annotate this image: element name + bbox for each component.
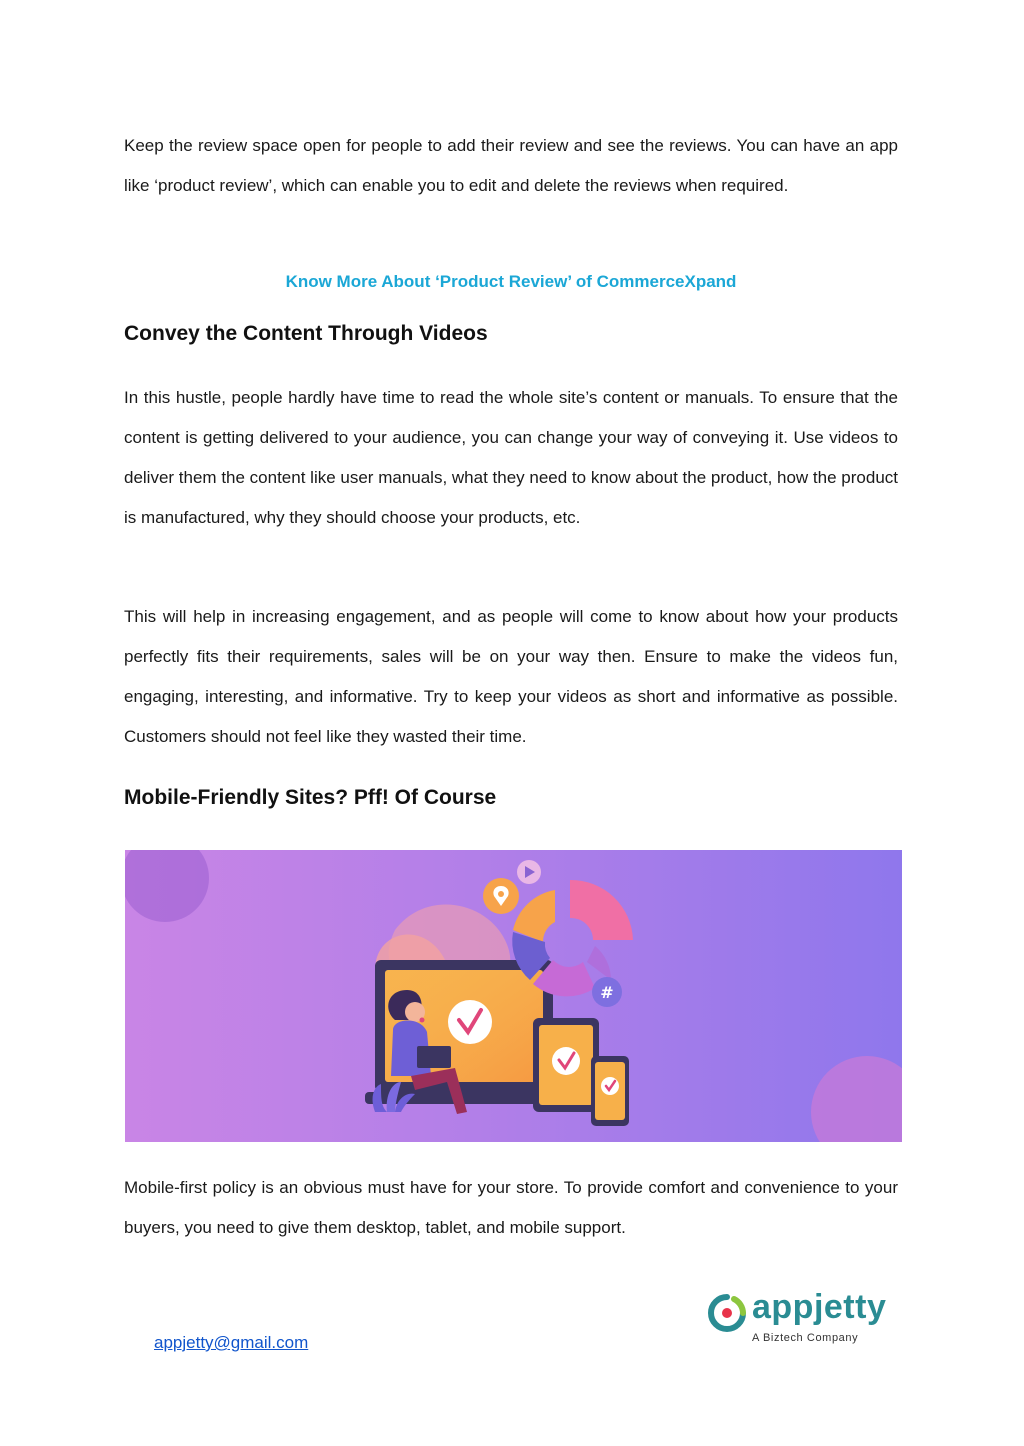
appjetty-logo [708, 1288, 898, 1348]
heading-mobile: Mobile-Friendly Sites? Pff! Of Course [124, 786, 497, 809]
svg-text:#: # [600, 983, 614, 1002]
paragraph-hustle: In this hustle, people hardly have time to read the whole site’s content or manuals. To ensure that the content is getting delivered to your audience, you can change your way of conveying it. Use videos to deliver them the content like user manuals, what they need to know about the product, how the product is manufactured, why they should choose your products, etc. [124, 388, 898, 527]
heading-videos: Convey the Content Through Videos [124, 322, 488, 345]
hashtag-icon [592, 977, 622, 1007]
logo-tagline: A Biztech Company [752, 1332, 859, 1344]
phone-icon [591, 1056, 629, 1126]
tablet-icon [533, 1018, 599, 1112]
donut-chart-icon [512, 880, 633, 996]
decor-circle-bottom-right [811, 1056, 902, 1142]
paragraph-review-space: Keep the review space open for people to add their review and see the reviews. You can have an app like ‘product review’, which can enable you to edit and delete the reviews when required. [124, 136, 898, 195]
logo-wordmark: appjetty [752, 1288, 887, 1326]
paragraph-mobile-first: Mobile-first policy is an obvious must have for your store. To provide comfort and convenience to your buyers, you need to give them desktop, tablet, and mobile support. [124, 1178, 898, 1237]
paragraph-engagement: This will help in increasing engagement, and as people will come to know about how your products perfectly fits their requirements, sales will be on your way then. Ensure to make the videos fun, engaging, interesting, and informative. Try to keep your videos as short and informative as possible. Customers should not feel like they wasted their time. [124, 607, 898, 746]
location-pin-icon [483, 878, 519, 914]
play-icon [517, 860, 541, 884]
hero-illustration [125, 850, 902, 1142]
footer-email-link[interactable]: appjetty@gmail.com [154, 1333, 309, 1352]
appjetty-logo-mark-icon [708, 1294, 746, 1332]
decor-circle-top-left [125, 850, 209, 922]
product-review-link[interactable]: Know More About ‘Product Review’ of CommerceXpand [285, 272, 737, 291]
